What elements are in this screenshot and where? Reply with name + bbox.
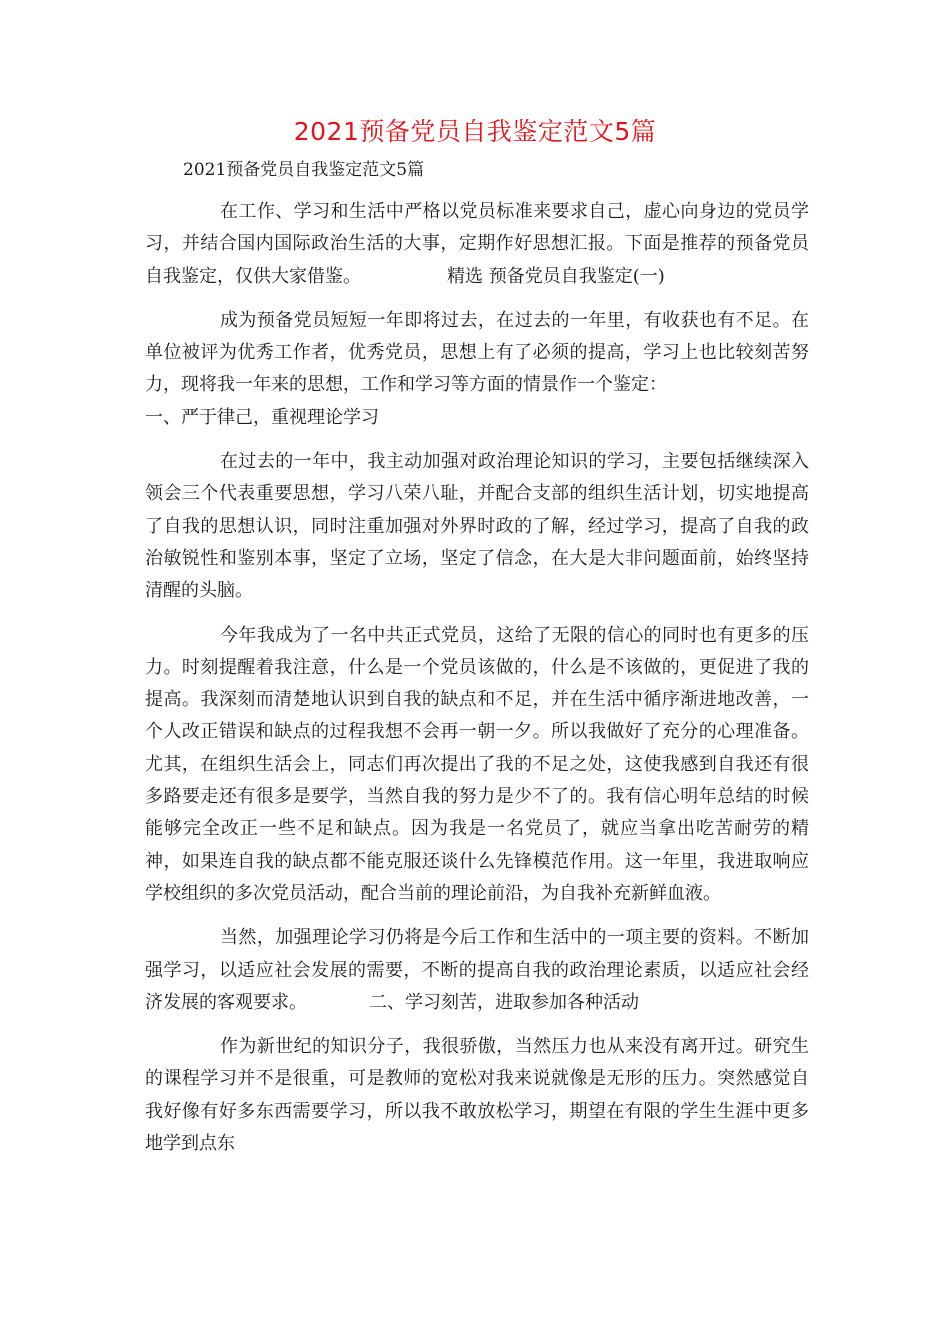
paragraph-2: 在过去的一年中，我主动加强对政治理论知识的学习，主要包括继续深入领会三个代表重要思想，学习八荣八耻，并配合支部的组织生活计划，切实地提高了自我的思想认识，同时注重加强对外界时政的了解，经过学习，提高了自我的政治敏锐性和鉴别本事，坚定了立场，坚定了信念，在大是大非问题面前，始终坚持清醒的头脑。: [145, 451, 809, 602]
paragraph-4: [145, 922, 809, 1019]
document-body: [145, 196, 809, 1172]
paragraph-3: 今年我成为了一名中共正式党员，这给了无限的信心的同时也有更多的压力。时刻提醒着我注意，什么是一个党员该做的，什么是不该做的，更促进了我的提高。我深刻而清楚地认识到自我的缺点和不足，并在生活中循序渐进地改善，一个人改正错误和缺点的过程我想不会再一朝一夕。所以我做好了充分的心理准备。尤其，在组织生活会上，同志们再次提出了我的不足之处，这使我感到自我还有很多路要走还有很多是要学，当然自我的努力是少不了的。我有信心明年总结的时候能够完全改正一些不足和缺点。因为我是一名党员了，就应当拿出吃苦耐劳的精神，如果连自我的缺点都不能克服还谈什么先锋模范作用。这一年里，我进取响应学校组织的多次党员活动，配合当前的理论前沿，为自我补充新鲜血液。: [145, 624, 809, 904]
intro-paragraph: [145, 196, 809, 293]
section-heading-1: 一、严于律己，重视理论学习: [145, 406, 379, 428]
section-heading-2: 二、学习刻苦，进取参加各种活动: [369, 991, 639, 1013]
paragraph-4-text: 当然，加强理论学习仍将是今后工作和生活中的一项主要的资料。不断加强学习，以适应社会发展的需要，不断的提高自我的政治理论素质，以适应社会经济发展的客观要求。: [145, 927, 809, 1013]
document-title: 2021预备党员自我鉴定范文5篇: [293, 117, 657, 146]
intro-text: 在工作、学习和生活中严格以党员标准来要求自己，虚心向身边的党员学习，并结合国内国际政治生活的大事，定期作好思想汇报。下面是推荐的预备党员自我鉴定，仅供大家借鉴。: [145, 201, 809, 287]
paragraph-1: 成为预备党员短短一年即将过去，在过去的一年里，有收获也有不足。在单位被评为优秀工作者，优秀党员，思想上有了必须的提高，学习上也比较刻苦努力，现将我一年来的思想，工作和学习等方面的情景作一个鉴定：: [145, 309, 809, 396]
featured-label: 精选 预备党员自我鉴定(一): [447, 265, 665, 287]
document-subtitle: 2021预备党员自我鉴定范文5篇: [183, 160, 425, 180]
paragraph-5: 作为新世纪的知识分子，我很骄傲，当然压力也从来没有离开过。研究生的课程学习并不是很重，可是教师的宽松对我来说就像是无形的压力。突然感觉自我好像有好多东西需要学习，所以我不敢放松学习，期望在有限的学生生涯中更多地学到点东: [145, 1036, 809, 1155]
